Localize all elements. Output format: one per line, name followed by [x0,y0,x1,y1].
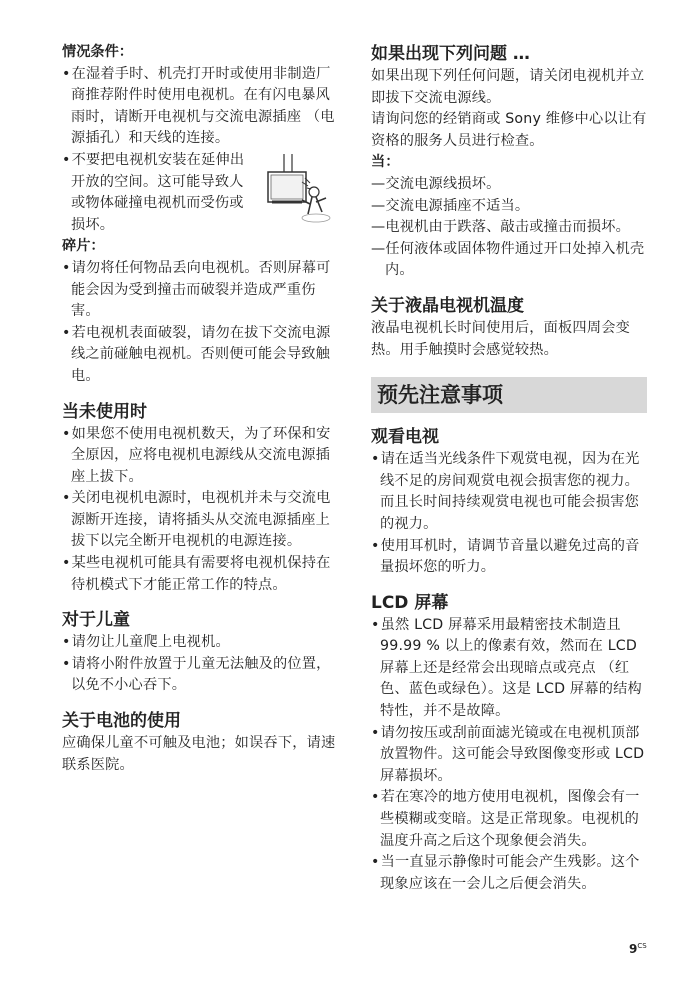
viewing-title: 观看电视 [371,427,439,448]
unused-title: 当未使用时 [62,401,147,422]
left-column [62,42,340,776]
problem-paragraph-2: 请询问您的经销商或 Sony 维修中心以让有资格的服务人员进行检查。 [371,111,647,149]
conditions-list [62,64,340,150]
debris-list [62,258,340,388]
conditions-item: • 不要把电视机安装在延伸出开放的空间。这可能导致人或物体碰撞电视机而受伤或损坏。 [62,150,251,236]
debris-label: 碎片： [62,238,105,255]
debris-item: • 请勿将任何物品丢向电视机。否则屏幕可能会因为受到撞击而破裂并造成严重伤害。 [62,258,340,323]
unused-item: • 关闭电视机电源时，电视机并未与交流电源断开连接，请将插头从交流电源插座上拔下以完全断开电视机的电源连接。 [62,488,340,553]
battery-text: 应确保儿童不可触及电池；如误吞下，请速联系医院。 [62,735,336,773]
conditions-item: • 在湿着手时、机壳打开时或使用非制造厂商推荐附件时使用电视机。在有闪电暴风雨时，请断开电视机与交流电源插座 （电源插孔）和天线的连接。 [62,64,340,150]
children-title: 对于儿童 [62,610,130,631]
lcd-item: • 虽然 LCD 屏幕采用最精密技术制造且 99.99 % 以上的像素有效，然而在 LCD 屏幕上还是经常会出现暗点或亮点 （红色、蓝色或绿色）。这是 LCD 屏幕的结构特性，并不是故障。 [371,615,647,723]
lcd-item: • 若在寒冷的地方使用电视机，图像会有一些模糊或变暗。这是正常现象。电视机的温度升高之后这个现象便会消失。 [371,787,647,852]
debris-item: • 若电视机表面破裂，请勿在拔下交流电源线之前碰触电视机。否则便可能会导致触电。 [62,323,340,388]
viewing-list [371,449,647,579]
lcd-item: • 请勿按压或刮前面滤光镜或在电视机顶部放置物件。这可能会导致图像变形或 LCD 屏幕损坏。 [371,723,647,788]
tv-bump-illustration-icon [262,152,340,230]
unused-item: • 如果您不使用电视机数天，为了环保和安全原因，应将电视机电源线从交流电源插座上拔下。 [62,424,340,489]
page-suffix: CS [637,942,647,950]
battery-title: 关于电池的使用 [62,711,181,732]
viewing-item: • 使用耳机时，请调节音量以避免过高的音量损坏您的听力。 [371,536,647,579]
temperature-text: 液晶电视机长时间使用后，面板四周会变热。用手触摸时会感觉较热。 [371,319,630,358]
children-list [62,632,340,697]
when-label: 当： [371,154,400,171]
page-number: $9^{CS}$ [629,942,647,956]
when-item: —电视机由于跌落、敲击或撞击而损坏。 [371,219,630,236]
temperature-title: 关于液晶电视机温度 [371,295,524,316]
problem-paragraph-1: 如果出现下列任何问题，请关闭电视机并立即拔下交流电源线。 [371,68,645,106]
lcd-title: LCD 屏幕 [371,592,449,613]
when-item: —任何液体或固体物件通过开口处掉入机壳内。 [371,240,645,279]
viewing-item: • 请在适当光线条件下观赏电视，因为在光线不足的房间观赏电视会损害您的视力。而且长时间持续观赏电视也可能会损害您的视力。 [371,449,647,535]
unused-list [62,424,340,597]
lcd-list [371,615,647,896]
when-list [371,174,647,282]
when-item: —交流电源线损坏。 [371,175,501,192]
children-item: • 请将小附件放置于儿童无法触及的位置，以免不小心吞下。 [62,654,340,697]
unused-item: • 某些电视机可能具有需要将电视机保持在待机模式下才能正常工作的特点。 [62,553,340,596]
right-column [371,42,647,895]
problem-title: 如果出现下列问题 … [371,44,530,64]
when-item: —交流电源插座不适当。 [371,197,530,214]
conditions-label: 情况条件： [62,44,133,60]
lcd-item: • 当一直显示静像时可能会产生残影。这个现象应该在一会儿之后便会消失。 [371,852,647,895]
precautions-banner: 预先注意事项 [371,377,647,413]
tv-extension-warning [62,150,340,236]
children-item: • 请勿让儿童爬上电视机。 [62,632,340,654]
